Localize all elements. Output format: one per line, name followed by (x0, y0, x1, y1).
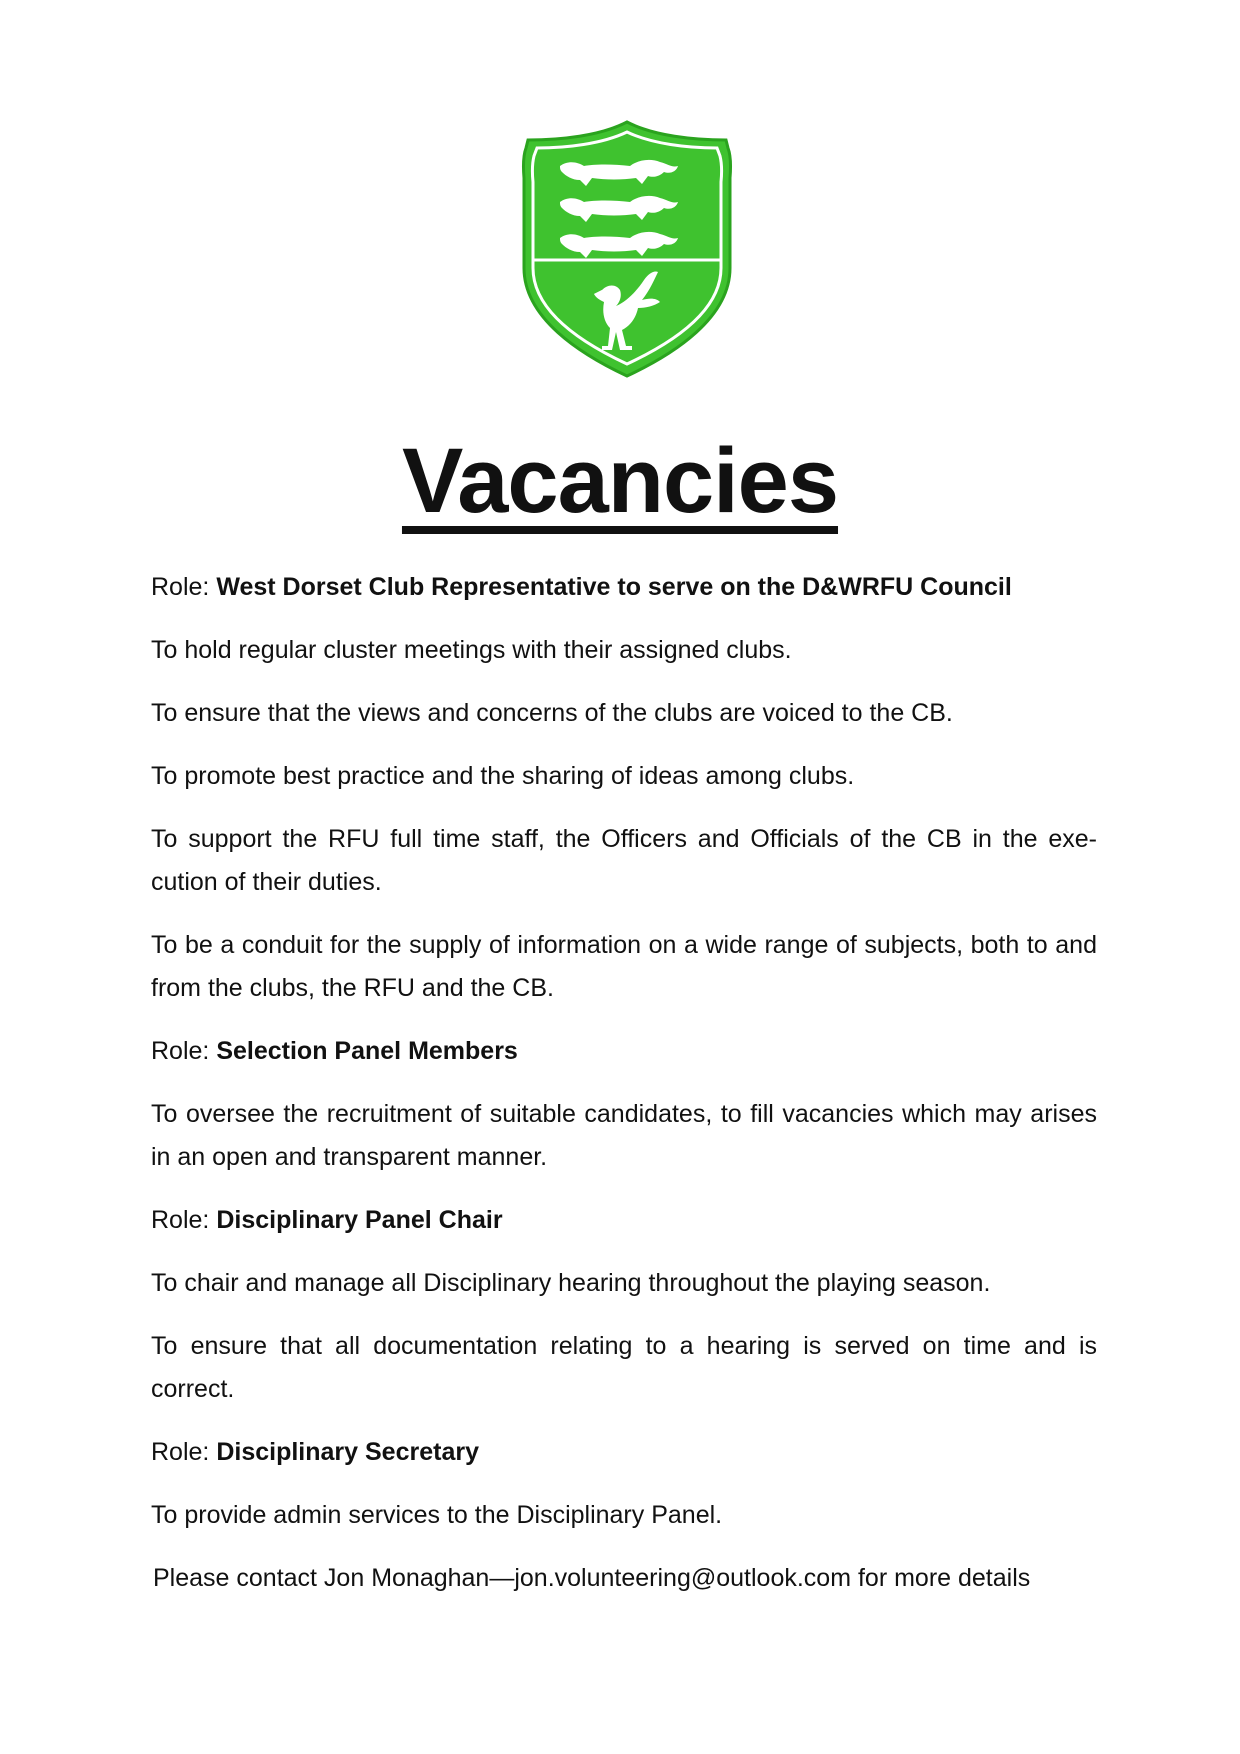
duty-text: To provide admin services to the Disciplinary Panel. (151, 1501, 723, 1529)
role-name: West Dorset Club Representative to serve on the D&WRFU Council (216, 573, 1012, 601)
duty-text: To hold regular cluster meetings with their assigned clubs. (151, 636, 792, 664)
duty-text: To oversee the recruitment of suitable candidates, to fill vacancies which may arises in an open and transparent manner. (151, 1100, 1097, 1171)
duty-text: To support the RFU full time staff, the Officers and Officials of the CB in the exe-cution of their duties. (151, 825, 1097, 896)
vacancies-list (151, 566, 1097, 1620)
role-heading (151, 566, 1097, 609)
role-prefix: Role: (151, 573, 210, 601)
duty-text: To be a conduit for the supply of information on a wide range of subjects, both to and from the clubs, the RFU and the CB. (151, 931, 1097, 1002)
duty-text: To ensure that all documentation relating to a hearing is served on time and is correct. (151, 1332, 1097, 1403)
role-heading (151, 1030, 1097, 1073)
role-heading (151, 1199, 1097, 1242)
role-name: Disciplinary Secretary (216, 1438, 479, 1466)
duty-text: To chair and manage all Disciplinary hearing throughout the playing season. (151, 1269, 991, 1297)
duty-text: To promote best practice and the sharing of ideas among clubs. (151, 762, 855, 790)
role-prefix: Role: (151, 1438, 210, 1466)
page-title-text: Vacancies (401, 430, 839, 532)
role-name: Disciplinary Panel Chair (216, 1206, 503, 1234)
club-crest-logo (520, 118, 734, 380)
role-prefix: Role: (151, 1206, 210, 1234)
duty-text: To ensure that the views and concerns of the clubs are voiced to the CB. (151, 699, 953, 727)
contact-line: Please contact Jon Monaghan—jon.volunteering@outlook.com for more details (153, 1564, 1031, 1592)
role-name: Selection Panel Members (216, 1037, 518, 1065)
page-title (0, 426, 1240, 536)
role-prefix: Role: (151, 1037, 210, 1065)
role-heading (151, 1431, 1097, 1474)
